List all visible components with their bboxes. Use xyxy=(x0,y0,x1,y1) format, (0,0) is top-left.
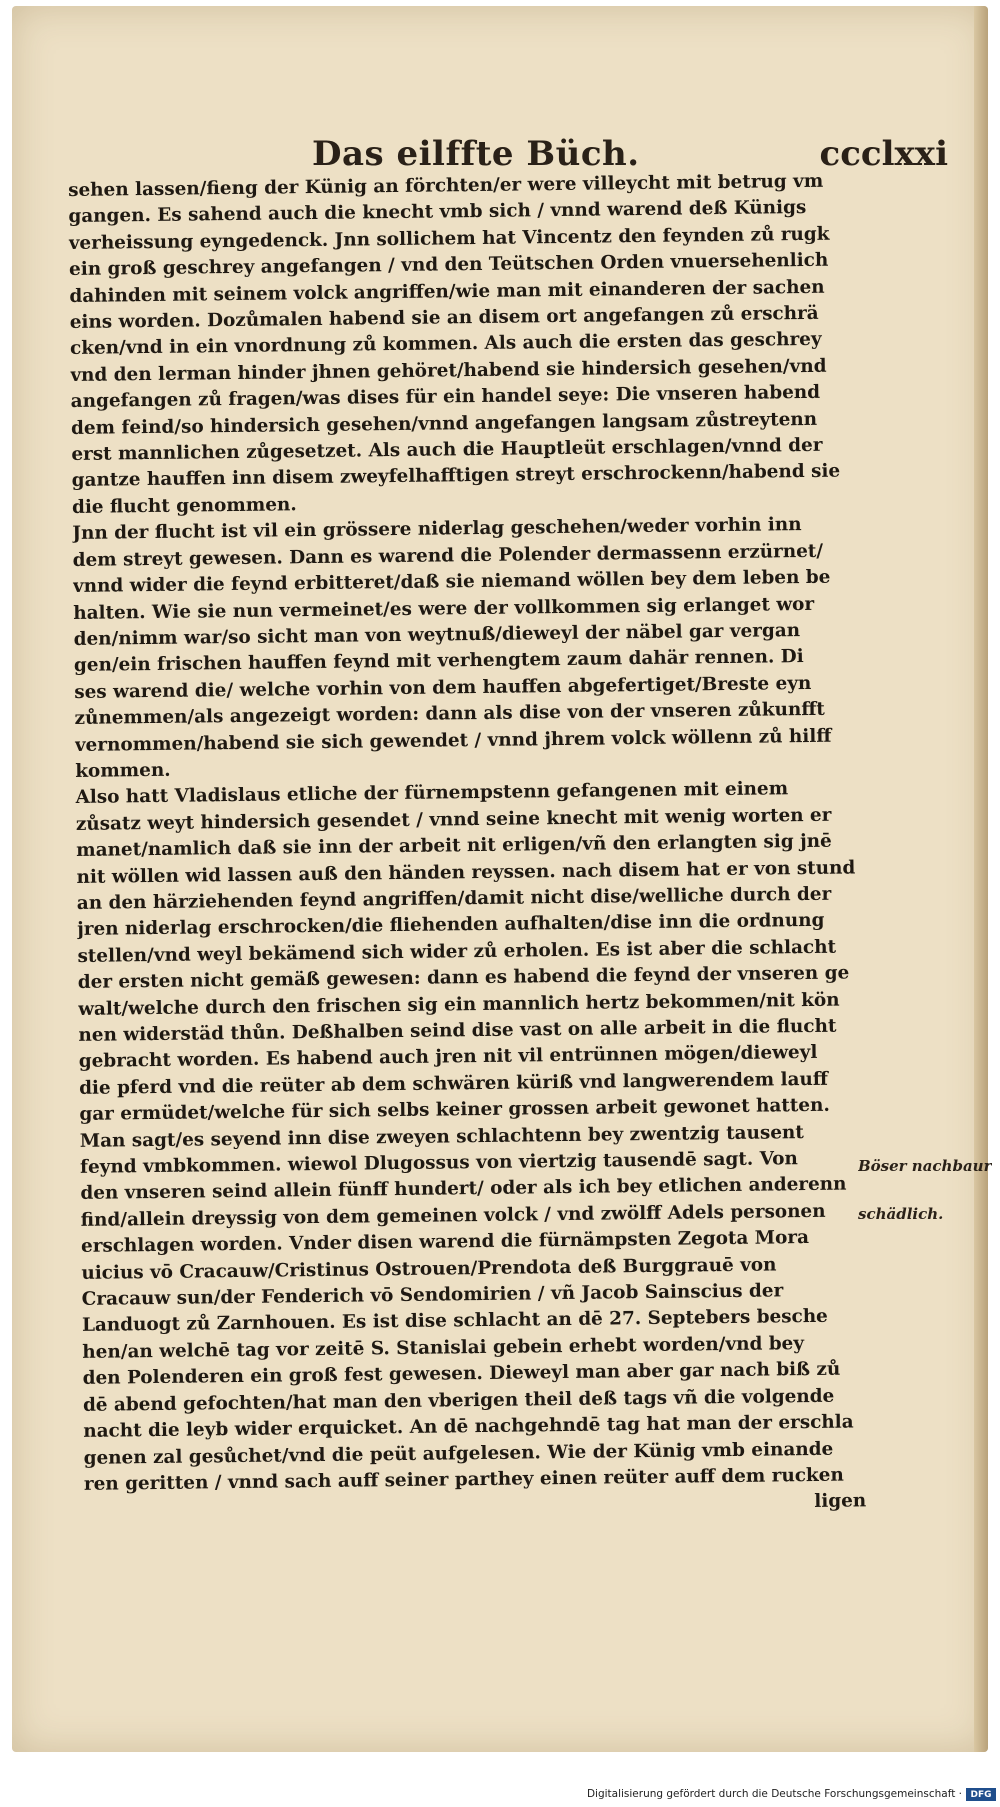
text-line: stellen/vnd weyl bekämend sich wider zů erholen. Es ist aber die schlacht xyxy=(77,936,837,967)
digitization-footer xyxy=(0,1786,1000,1807)
text-line: gar ermüdet/welche für sich selbs keiner grossen arbeit gewonet hatten. xyxy=(79,1094,830,1126)
footer-credit: Digitalisierung gefördert durch die Deutsche Forschungsgemeinschaft · xyxy=(586,1788,962,1800)
text-line: feynd vmbkommen. wiewol Dlugossus von viertzig tausendē sagt. Von xyxy=(79,1148,798,1178)
text-line: angefangen zů fragen/was dises für ein handel seye: Die vnseren habend xyxy=(70,382,821,413)
text-line: vnnd wider die feynd erbitteret/daß sie niemand wöllen bey dem leben be xyxy=(72,566,831,598)
text-line: die pferd vnd die reüter ab dem schwären küriß vnd langwerendem lauff xyxy=(78,1068,829,1099)
text-line: den Polenderen ein groß fest gewesen. Dieweyl man aber gar nach biß zů xyxy=(82,1358,841,1390)
text-line: gantze hauffen inn disem zweyfelhafftigen streyt erschrockenn/habend sie xyxy=(71,461,841,492)
text-line: Also hatt Vladislaus etliche der fürnempstenn gefangenen mit einem xyxy=(75,778,789,809)
text-line: verheissung eyngedenck. Jnn sollichem hat Vincentz den feynden zů rugk xyxy=(68,223,830,254)
main-text-block xyxy=(68,168,866,1524)
text-line: ein groß geschrey angefangen / vnd den Teütschen Orden vnuersehenlich xyxy=(68,249,829,281)
text-line: gebracht worden. Es habend auch jren nit vil entrünnen mögen/dieweyl xyxy=(78,1042,818,1073)
text-line: der ersten nicht gemäß gewesen: dann es habend die feynd der vnseren ge xyxy=(77,962,850,994)
paragraph-3 xyxy=(75,776,861,1129)
text-line: halten. Wie sie nun vermeinet/es were der vollkommen sig erlanget wor xyxy=(73,593,815,624)
running-title: Das eilffte Büch. xyxy=(312,134,640,174)
text-line: jren niderlag erschrocken/die fliehenden aufhalten/dise inn die ordnung xyxy=(77,910,825,941)
text-line: manet/namlich daß sie inn der arbeit nit erligen/vñ den erlangten sig jnē xyxy=(76,830,832,862)
text-line: kommen. xyxy=(75,759,171,782)
paragraph-1 xyxy=(68,168,854,521)
text-line: zůnemmen/als angezeigt worden: dann als dise von der vnseren zůkunfft xyxy=(74,698,826,730)
text-line: sehen lassen/fieng der Künig an förchten/er were villeycht mit betrug vm xyxy=(68,170,824,201)
folio-number: ccclxxi xyxy=(819,134,948,174)
paragraph-4 xyxy=(80,1119,866,1498)
text-line: hen/an welchē tag vor zeitē S. Stanislai gebein erhebt worden/vnd bey xyxy=(82,1332,805,1363)
text-line: die flucht genommen. xyxy=(71,494,297,518)
text-line: nen widerstäd thůn. Deßhalben seind dise vast on alle arbeit in die flucht xyxy=(78,1015,837,1046)
text-line: Man sagt/es seyend inn dise zweyen schlachtenn bey zwentzig tausent xyxy=(79,1121,804,1152)
text-line: erschlagen worden. Vnder disen warend die fürnämpsten Zegota Mora xyxy=(80,1227,810,1258)
text-line: den vnseren seind allein fünff hundert/ oder als ich bey etlichen anderenn xyxy=(80,1174,847,1205)
book-page xyxy=(12,6,992,1752)
text-line: ren geritten / vnnd sach auff seiner parthey einen reüter auff dem rucken xyxy=(83,1464,844,1495)
text-line: uicius vō Cracauw/Cristinus Ostrouen/Prendota deß Burggrauē von xyxy=(81,1254,777,1284)
text-line: dem streyt gewesen. Dann es warend die Polender dermassenn erzürnet/ xyxy=(72,540,824,571)
page-edge xyxy=(974,6,988,1752)
text-line: nit wöllen wid lassen auß den händen reyssen. nach disem hat er von stund xyxy=(76,856,856,888)
text-line: gangen. Es sahend auch die knecht vmb sich / vnnd warend deß Künigs xyxy=(68,197,807,228)
text-line: find/allein dreyssig von dem gemeinen volck / vnd zwölff Adels personen xyxy=(80,1200,826,1231)
text-line: den/nimm war/so sicht man von weytnuß/dieweyl der näbel gar vergan xyxy=(73,619,801,650)
text-line: dem feind/so hindersich gesehen/vnnd angefangen langsam zůstreytenn xyxy=(70,408,818,439)
text-line: genen zal gesůchet/vnd die peüt aufgelesen. Wie der Künig vmb einande xyxy=(83,1438,834,1469)
marginal-note-line: Böser nachbaur xyxy=(858,1157,992,1175)
marginal-note-line: schädlich. xyxy=(858,1205,944,1223)
text-line: walt/welche durch den frischen sig ein mannlich hertz bekommen/nit kön xyxy=(78,989,840,1020)
text-line: zůsatz weyt hindersich gesendet / vnnd seine knecht mit wenig worten er xyxy=(75,804,832,835)
text-line: nacht die leyb wider erquicket. An dē nachgehndē tag hat man der erschla xyxy=(83,1411,854,1442)
catchword: ligen xyxy=(814,1490,867,1513)
text-line: erst mannlichen zůgesetzet. Als auch die Hauptleüt erschlagen/vnnd der xyxy=(71,434,823,466)
text-line: Jnn der flucht ist vil ein grössere niderlag geschehen/weder vorhin inn xyxy=(72,514,802,545)
marginal-note xyxy=(858,1154,992,1226)
text-line: ses warend die/ welche vorhin von dem hauffen abgefertiget/Breste eyn xyxy=(74,672,812,703)
text-line: eins worden. Dozůmalen habend sie an disem ort angefangen zů erschrä xyxy=(69,302,819,334)
text-line: cken/vnd in ein vnordnung zů kommen. Als auch die ersten das geschrey xyxy=(69,329,822,360)
dfg-logo: DFG xyxy=(966,1788,996,1801)
text-line: vernommen/habend sie sich gewendet / vnnd jhrem volck wöllenn zů hilff xyxy=(74,725,832,756)
text-line: dahinden mit seinem volck angriffen/wie man mit einanderen der sachen xyxy=(69,276,825,307)
text-line: an den härziehenden feynd angriffen/damit nicht dise/welliche durch der xyxy=(76,883,832,914)
paragraph-2 xyxy=(72,512,857,786)
text-line: vnd den lerman hinder jhnen gehöret/habend sie hindersich gesehen/vnd xyxy=(70,355,827,386)
text-line: gen/ein frischen hauffen feynd mit verhengtem zaum dahär rennen. Di xyxy=(73,646,804,677)
text-line: Landuogt zů Zarnhouen. Es ist dise schlacht an dē 27. Septebers besche xyxy=(81,1306,828,1337)
text-line: dē abend gefochten/hat man den vberigen theil deß tags vñ die volgende xyxy=(82,1385,835,1416)
text-line: Cracauw sun/der Fenderich vō Sendomirien / vñ Jacob Sainscius der xyxy=(81,1280,784,1310)
